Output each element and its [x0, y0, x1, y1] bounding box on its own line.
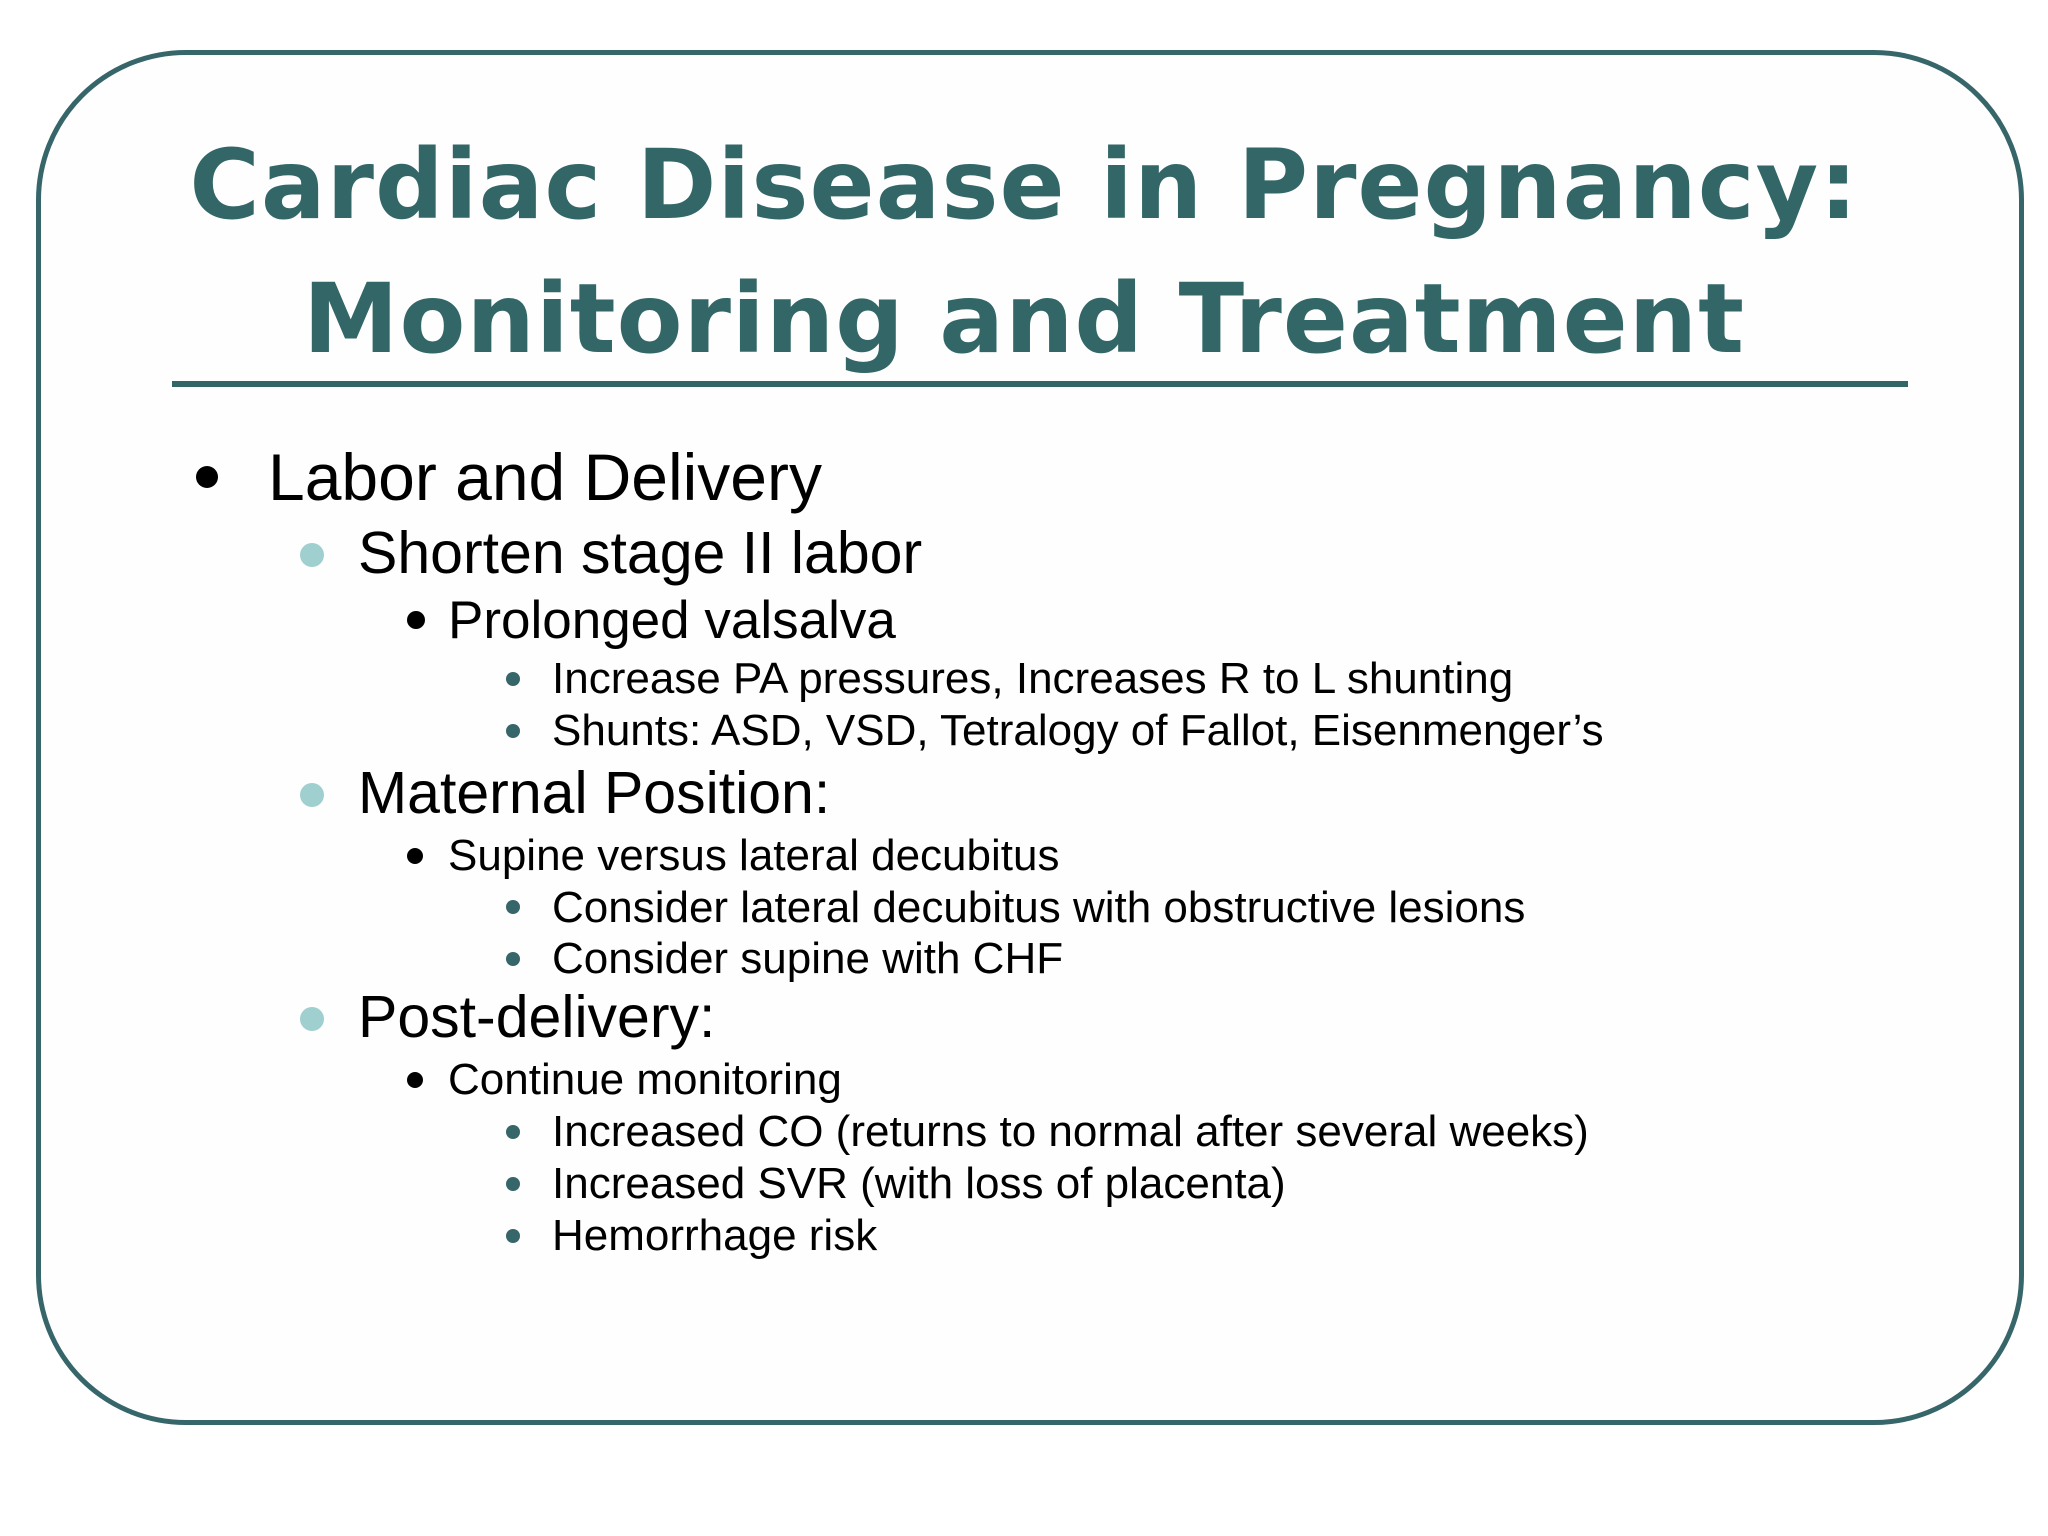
bullet-maternal-position: Maternal Position:: [358, 760, 831, 826]
bullet-dot-icon: [506, 1229, 520, 1243]
bullet-increase-pa: Increase PA pressures, Increases R to L shunting: [552, 654, 1514, 703]
bullet-continue-monitoring: Continue monitoring: [448, 1055, 842, 1104]
bullet-hemorrhage-risk: Hemorrhage risk: [552, 1211, 878, 1260]
bullet-dot-icon: [300, 783, 324, 807]
bullet-dot-icon: [506, 724, 520, 738]
bullet-dot-icon: [506, 672, 520, 686]
bullet-dot-icon: [407, 611, 425, 629]
bullet-dot-icon: [196, 466, 218, 488]
bullet-shunts: Shunts: ASD, VSD, Tetralogy of Fallot, Eisenmenger’s: [552, 706, 1604, 755]
bullet-labor-delivery: Labor and Delivery: [268, 440, 822, 514]
bullet-consider-supine: Consider supine with CHF: [552, 934, 1064, 983]
bullet-dot-icon: [407, 1072, 423, 1088]
bullet-post-delivery: Post-delivery:: [358, 984, 716, 1050]
title-line-2: Monitoring and Treatment: [302, 263, 1745, 375]
bullet-consider-lateral: Consider lateral decubitus with obstructive lesions: [552, 883, 1526, 932]
bullet-increased-co: Increased CO (returns to normal after several weeks): [552, 1107, 1589, 1156]
bullet-dot-icon: [506, 900, 520, 914]
bullet-increased-svr: Increased SVR (with loss of placenta): [552, 1159, 1286, 1208]
bullet-dot-icon: [300, 543, 324, 567]
bullet-dot-icon: [506, 1177, 520, 1191]
bullet-supine-vs-lateral: Supine versus lateral decubitus: [448, 831, 1060, 880]
bullet-dot-icon: [300, 1007, 324, 1031]
bullet-shorten-stage: Shorten stage II labor: [358, 520, 923, 586]
bullet-dot-icon: [506, 1125, 520, 1139]
bullet-dot-icon: [506, 952, 520, 966]
title-line-1: Cardiac Disease in Pregnancy:: [189, 129, 1859, 241]
bullet-prolonged-valsalva: Prolonged valsalva: [448, 591, 896, 650]
bullet-dot-icon: [407, 848, 423, 864]
